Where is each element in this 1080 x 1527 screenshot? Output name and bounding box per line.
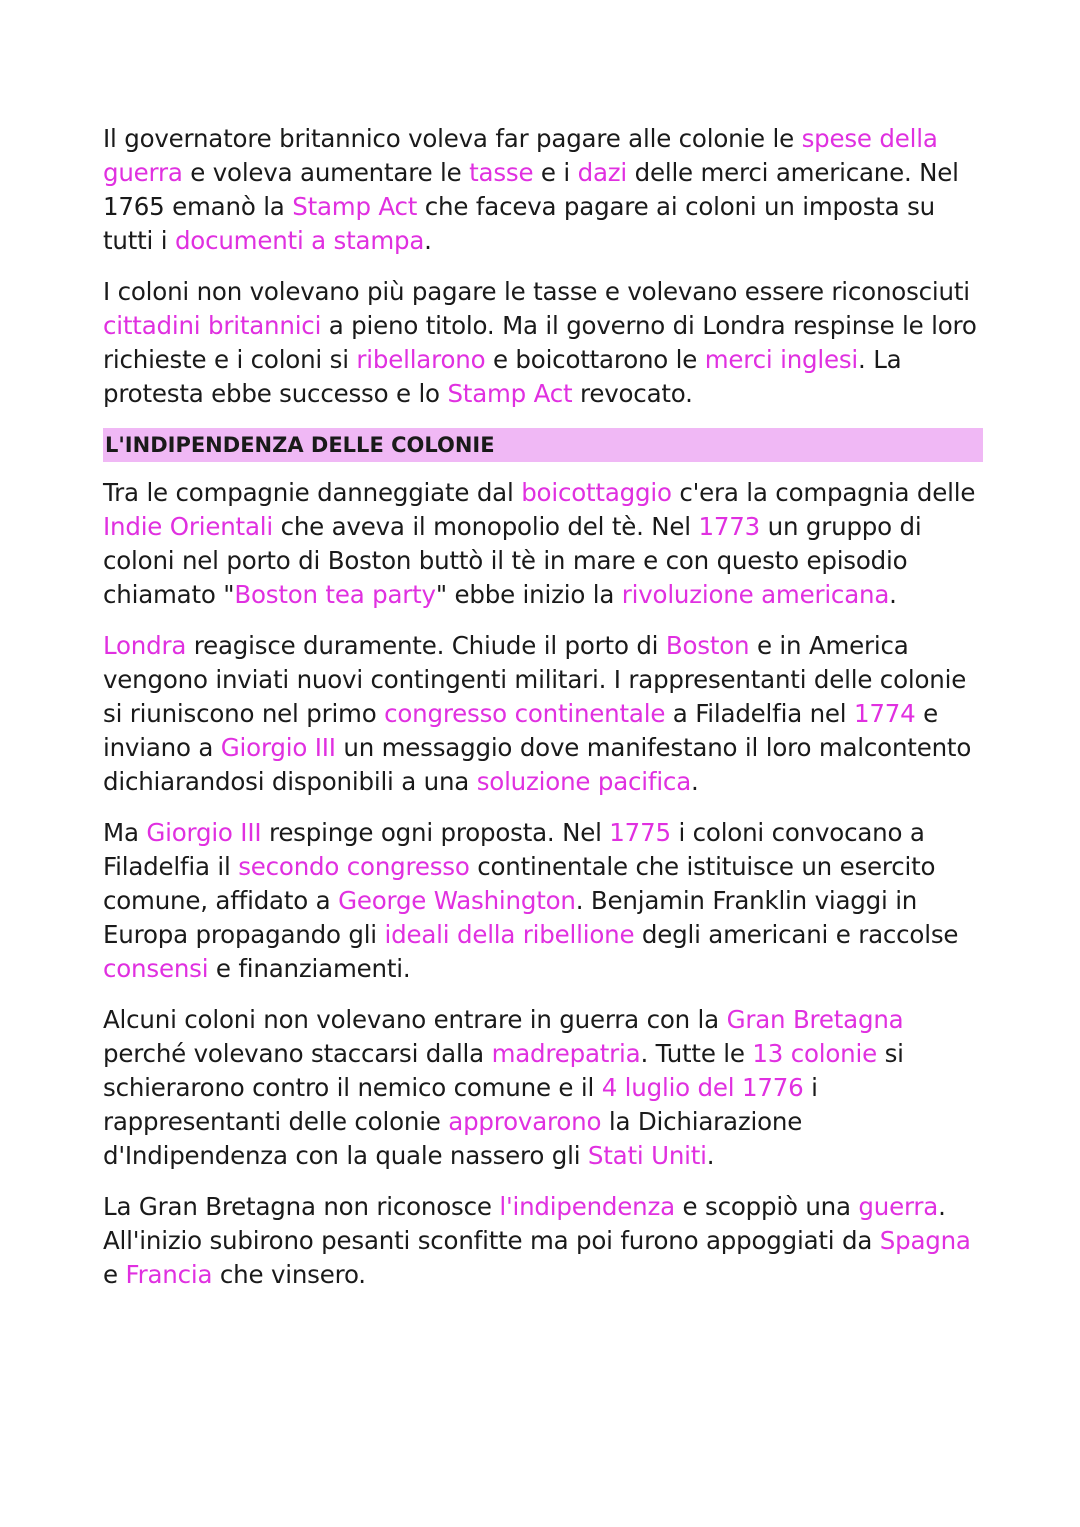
- highlighted-term: cittadini britannici: [103, 311, 322, 340]
- highlighted-term: Giorgio III: [146, 818, 262, 847]
- highlighted-term: 1773: [698, 512, 761, 541]
- text-segment: e scoppiò una: [674, 1192, 859, 1221]
- text-segment: e finanziamenti.: [208, 954, 411, 983]
- highlighted-term: consensi: [103, 954, 209, 983]
- paragraph: [103, 816, 983, 986]
- paragraph: [103, 629, 983, 799]
- paragraph: [103, 275, 983, 411]
- text-segment: La Gran Bretagna non riconosce: [103, 1192, 500, 1221]
- text-segment: . Tutte le: [640, 1039, 753, 1068]
- highlighted-term: tasse: [469, 158, 534, 187]
- text-segment: . All'inizio subirono pesanti sconfitte ma poi furono appoggiati da: [103, 1192, 946, 1255]
- text-segment: delle merci americane. Nel 1765 emanò la: [103, 158, 959, 221]
- highlighted-term: Stamp Act: [292, 192, 418, 221]
- text-segment: Tra le compagnie danneggiate dal: [103, 478, 522, 507]
- text-segment: revocato.: [572, 379, 693, 408]
- highlighted-term: approvarono: [448, 1107, 602, 1136]
- intro-section: [103, 122, 983, 411]
- highlighted-term: Stamp Act: [447, 379, 573, 408]
- text-segment: respinge ogni proposta. Nel: [261, 818, 610, 847]
- text-segment: continentale che istituisce un esercito comune, affidato a: [103, 852, 936, 915]
- highlighted-term: secondo congresso: [238, 852, 470, 881]
- highlighted-term: guerra: [858, 1192, 939, 1221]
- text-segment: e in America vengono inviati nuovi contingenti militari. I rappresentanti delle colonie si riuniscono nel primo: [103, 631, 967, 728]
- highlighted-term: Boston tea party: [234, 580, 436, 609]
- section-heading: L'INDIPENDENZA DELLE COLONIE: [103, 428, 983, 462]
- highlighted-term: documenti a stampa: [174, 226, 425, 255]
- highlighted-term: boicottaggio: [521, 478, 672, 507]
- highlighted-term: spese della guerra: [103, 124, 938, 187]
- text-segment: a pieno titolo. Ma il governo di Londra respinse le loro richieste e i coloni si: [103, 311, 977, 374]
- text-segment: .: [424, 226, 432, 255]
- independence-section: [103, 476, 983, 1292]
- text-segment: .: [691, 767, 699, 796]
- text-segment: degli americani e raccolse: [634, 920, 959, 949]
- text-segment: reagisce duramente. Chiude il porto di: [186, 631, 666, 660]
- highlighted-term: 13 colonie: [752, 1039, 877, 1068]
- highlighted-term: merci inglesi: [704, 345, 859, 374]
- text-segment: un gruppo di coloni nel porto di Boston buttò il tè in mare e con questo episodio chiamato ": [103, 512, 922, 609]
- text-segment: e inviano a: [103, 699, 939, 762]
- highlighted-term: 1774: [854, 699, 916, 728]
- text-segment: perché volevano staccarsi dalla: [103, 1039, 492, 1068]
- highlighted-term: 1775: [609, 818, 671, 847]
- text-segment: .: [889, 580, 897, 609]
- text-segment: I coloni non volevano più pagare le tasse e volevano essere riconosciuti: [103, 277, 970, 306]
- paragraph: [103, 1003, 983, 1173]
- highlighted-term: Gran Bretagna: [726, 1005, 904, 1034]
- highlighted-term: Francia: [125, 1260, 213, 1289]
- highlighted-term: ideali della ribellione: [384, 920, 635, 949]
- paragraph: [103, 476, 983, 612]
- highlighted-term: ribellarono: [356, 345, 486, 374]
- text-segment: Il governatore britannico voleva far pagare alle colonie le: [103, 124, 802, 153]
- text-segment: e i: [533, 158, 578, 187]
- text-segment: Alcuni coloni non volevano entrare in guerra con la: [103, 1005, 727, 1034]
- text-segment: si schierarono contro il nemico comune e il: [103, 1039, 904, 1102]
- text-segment: la Dichiarazione d'Indipendenza con la quale nassero gli: [103, 1107, 803, 1170]
- highlighted-term: dazi: [577, 158, 628, 187]
- highlighted-term: Giorgio III: [220, 733, 336, 762]
- text-segment: i rappresentanti delle colonie: [103, 1073, 818, 1136]
- highlighted-term: soluzione pacifica: [476, 767, 692, 796]
- text-segment: che aveva il monopolio del tè. Nel: [272, 512, 699, 541]
- text-segment: c'era la compagnia delle: [671, 478, 976, 507]
- text-segment: i coloni convocano a Filadelfia il: [103, 818, 925, 881]
- text-segment: e: [103, 1260, 126, 1289]
- highlighted-term: 4 luglio del 1776: [601, 1073, 804, 1102]
- text-segment: a Filadelfia nel: [665, 699, 854, 728]
- highlighted-term: madrepatria: [491, 1039, 641, 1068]
- text-segment: Ma: [103, 818, 147, 847]
- text-segment: che vinsero.: [212, 1260, 366, 1289]
- text-segment: e boicottarono le: [485, 345, 705, 374]
- highlighted-term: Spagna: [879, 1226, 971, 1255]
- highlighted-term: Indie Orientali: [103, 512, 273, 541]
- text-segment: un messaggio dove manifestano il loro malcontento dichiarandosi disponibili a una: [103, 733, 972, 796]
- highlighted-term: Stati Uniti: [587, 1141, 707, 1170]
- text-segment: . La protesta ebbe successo e lo: [103, 345, 902, 408]
- highlighted-term: rivoluzione americana: [621, 580, 890, 609]
- text-segment: e voleva aumentare le: [182, 158, 470, 187]
- highlighted-term: George Washington: [338, 886, 576, 915]
- document-page: [103, 122, 983, 1309]
- paragraph: [103, 1190, 983, 1292]
- paragraph: [103, 122, 983, 258]
- highlighted-term: Boston: [665, 631, 750, 660]
- text-segment: .: [706, 1141, 715, 1170]
- highlighted-term: congresso continentale: [384, 699, 666, 728]
- text-segment: . Benjamin Franklin viaggi in Europa propagando gli: [103, 886, 918, 949]
- text-segment: che faceva pagare ai coloni un imposta su tutti i: [103, 192, 935, 255]
- highlighted-term: l'indipendenza: [499, 1192, 675, 1221]
- highlighted-term: Londra: [103, 631, 187, 660]
- text-segment: " ebbe inizio la: [435, 580, 622, 609]
